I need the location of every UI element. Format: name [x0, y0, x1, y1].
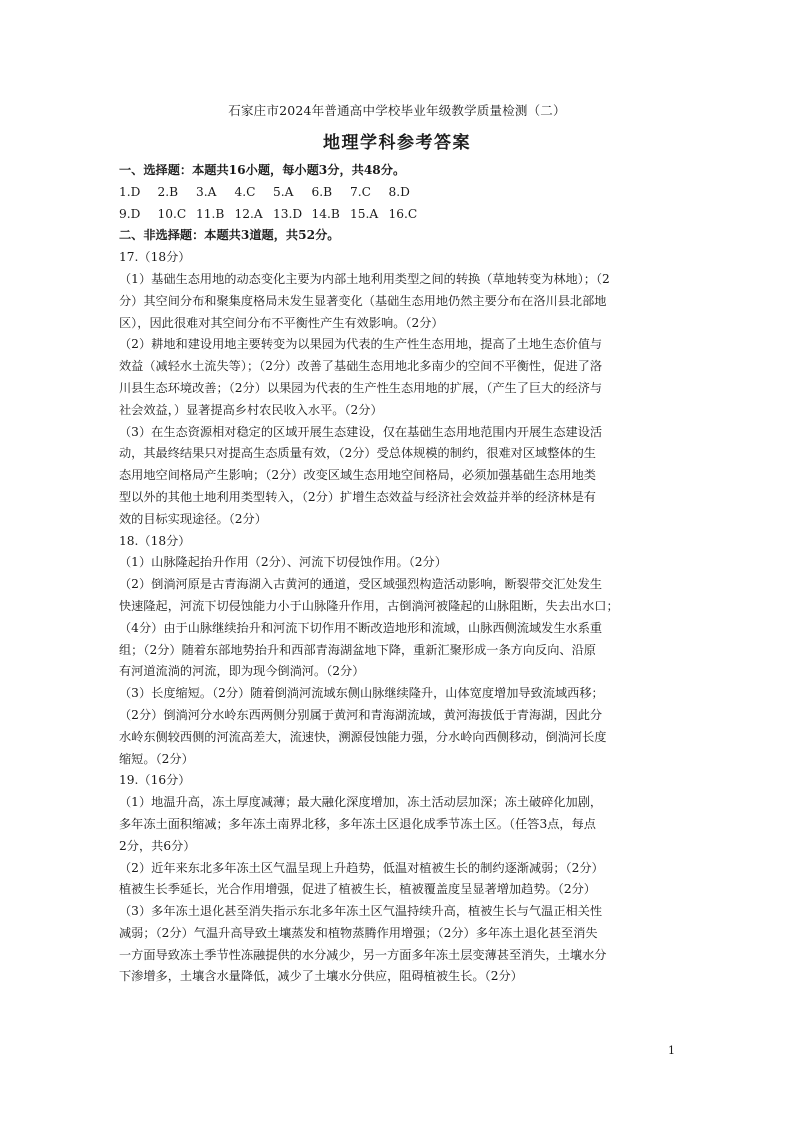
section-2-body — [119, 247, 681, 988]
choice-answer: 10.C — [157, 206, 187, 221]
answer-text-line: 缩短。（2分） — [119, 751, 194, 766]
answer-text-line: 川县生态环境改善；（2分）以果园为代表的生产性生态用地的扩展，（产生了巨大的经济与 — [119, 380, 603, 395]
answer-text-line: 型以外的其他土地利用类型转入，（2分）扩增生态效益与经济社会效益并举的经济林是有 — [119, 489, 596, 504]
answer-text-line: （1）山脉隆起抬升作用（2分）、河流下切侵蚀作用。（2分） — [119, 555, 447, 570]
answer-text-line: 效益（减轻水土流失等）；（2分）改善了基础生态用地北多南少的空间不平衡性，促进了洛 — [119, 359, 603, 374]
choice-answer: 12.A — [234, 206, 263, 221]
answer-text-line: （3）多年冻土退化甚至消失指示东北多年冻土区气温持续升高，植被生长与气温正相关性 — [119, 904, 603, 919]
answer-text-line: 水岭东侧较西侧的河流高差大，流速快，溯源侵蚀能力强，分水岭向西侧移动，倒淌河长度 — [119, 729, 607, 744]
section-1-heading: 一、选择题：本题共16小题，每小题3分，共48分。 — [119, 163, 406, 177]
answer-text-line: 植被生长季延长，光合作用增强，促进了植被生长，植被覆盖度呈显著增加趋势。（2分） — [119, 882, 596, 897]
answer-text-line: 18.（18分） — [119, 533, 191, 548]
choice-answer: 4.C — [234, 184, 256, 199]
choice-answers-row-1 — [119, 182, 681, 204]
answer-text-line: （4分）由于山脉继续抬升和河流下切作用不断改造地形和流域，山脉西侧流域发生水系重 — [119, 620, 603, 635]
answer-text-line: 效的目标实现途径。（2分） — [119, 511, 267, 526]
choice-answers-row-2 — [119, 204, 681, 226]
answer-text-line: （1）地温升高，冻土厚度减薄；最大融化深度增加，冻土活动层加深；冻土破碎化加剧， — [119, 795, 603, 810]
exam-title: 石家庄市2024年普通高中学校毕业年级教学质量检测（二） — [228, 103, 566, 118]
answer-text-line: 19.（16分） — [119, 773, 191, 788]
answer-text-line: 组；（2分）随着东部地势抬升和西部青海湖盆地下降，重新汇聚形成一条方向反向、沿原 — [119, 642, 596, 657]
choice-answer: 2.B — [157, 184, 179, 199]
answer-text-line: （3）在生态资源相对稳定的区域开展生态建设，仅在基础生态用地范围内开展生态建设活 — [119, 424, 603, 439]
page-number: 1 — [668, 1044, 675, 1057]
choice-answer: 9.D — [119, 206, 141, 221]
choice-answer: 15.A — [350, 206, 379, 221]
answer-text-line: （3）长度缩短。（2分）随着倒淌河流域东侧山脉继续隆升，山体宽度增加导致流域西移； — [119, 686, 604, 701]
choice-answer: 7.C — [350, 184, 371, 199]
choice-answer: 14.B — [311, 206, 340, 221]
answer-text-line: （2）近年来东北多年冻土区气温呈现上升趋势，低温对植被生长的制约逐渐减弱；（2分） — [119, 860, 604, 875]
answer-text-line: 有河道流淌的河流，即为现今倒淌河。（2分） — [119, 664, 365, 679]
answer-text-line: 动，其最终结果只对提高生态质量有效，（2分）受总体规模的制约，很难对区域整体的生 — [119, 446, 596, 461]
answer-text-line: 下渗增多，土壤含水量降低，减少了土壤水分供应，阻碍植被生长。（2分） — [119, 969, 523, 984]
answer-text-line: 区），因此很难对其空间分布不平衡性产生有效影响。（2分） — [119, 315, 444, 330]
answer-text-line: 减弱；（2分）气温升高导致土壤蒸发和植物蒸腾作用增强；（2分）多年冻土退化甚至消失 — [119, 925, 598, 940]
answer-text-line: （2分）倒淌河分水岭东西两侧分别属于黄河和青海湖流域，黄河海拔低于青海湖，因此分 — [119, 707, 603, 722]
document-title: 地理学科参考答案 — [323, 133, 471, 153]
choice-answer: 3.A — [196, 184, 217, 199]
answer-text-line: 多年冻土面积缩减；多年冻土南界北移，多年冻土区退化成季节冻土区。（任答3点，每点 — [119, 816, 596, 831]
answer-text-line: 一方面导致冻土季节性冻融提供的水分减少，另一方面多年冻土层变薄甚至消失，土壤水分 — [119, 947, 607, 962]
answer-text-line: 快速隆起，河流下切侵蚀能力小于山脉隆升作用，古倒淌河被隆起的山脉阻断，失去出水口； — [119, 598, 619, 613]
answer-text-line: 17.（18分） — [119, 250, 191, 265]
answer-text-line: （2）耕地和建设用地主要转变为以果园为代表的生产性生态用地，提高了土地生态价值与 — [119, 337, 603, 352]
choice-answer: 11.B — [196, 206, 225, 221]
choice-answer: 1.D — [119, 184, 141, 199]
answer-text-line: （2）倒淌河原是古青海湖入古黄河的通道，受区域强烈构造活动影响，断裂带交汇处发生 — [119, 577, 603, 592]
answer-text-line: （1）基础生态用地的动态变化主要为内部土地利用类型之间的转换（草地转变为林地）；（2 — [119, 271, 610, 286]
choice-answer: 13.D — [273, 206, 303, 221]
choice-answer: 8.D — [388, 184, 410, 199]
answer-content — [119, 160, 681, 988]
choice-answer: 16.C — [388, 206, 418, 221]
choice-answer: 5.A — [273, 184, 294, 199]
answer-text-line: 态用地空间格局产生影响；（2分）改变区域生态用地空间格局，必须加强基础生态用地类 — [119, 468, 596, 483]
answer-text-line: 社会效益，）显著提高乡村农民收入水平。（2分） — [119, 402, 383, 417]
answer-text-line: 2分，共6分） — [119, 838, 196, 853]
answer-text-line: 分）其空间分布和聚集度格局未发生显著变化（基础生态用地仍然主要分布在洛川县北部地 — [119, 293, 607, 308]
choice-answer: 6.B — [311, 184, 333, 199]
section-2-heading: 二、非选择题：本题共3道题，共52分。 — [119, 228, 340, 243]
